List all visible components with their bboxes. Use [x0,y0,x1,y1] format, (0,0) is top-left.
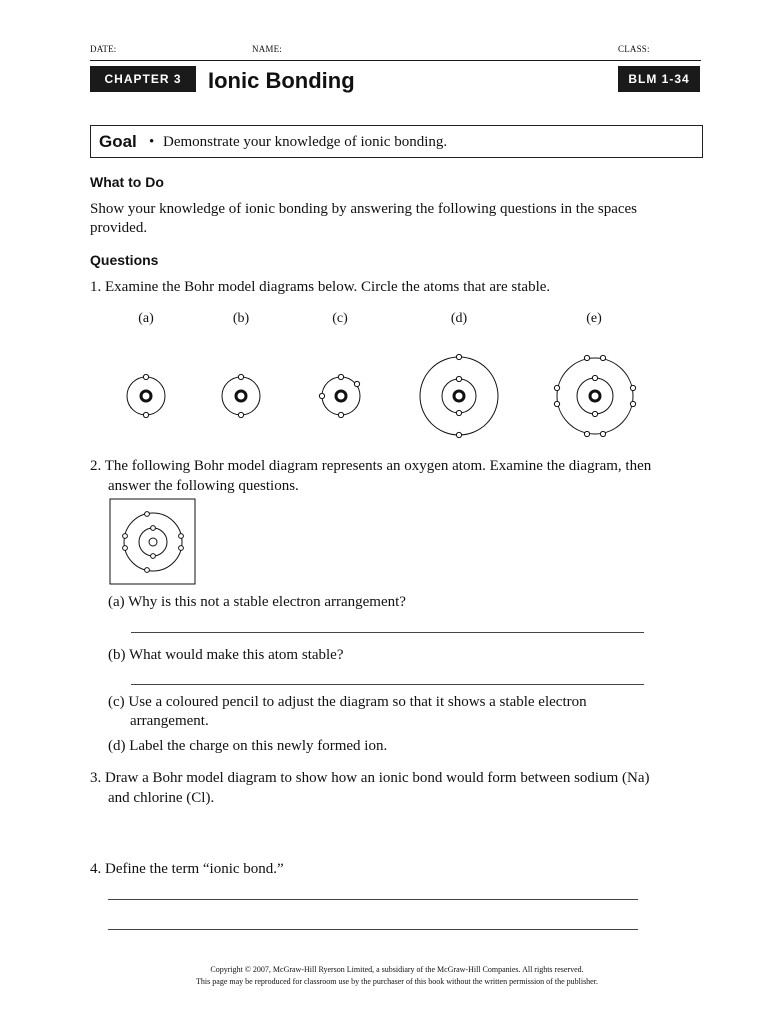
answer-line-2a[interactable] [131,632,644,633]
page-title: Ionic Bonding [208,68,355,93]
goal-bullet: • [149,134,155,150]
blm-badge: BLM 1-34 [618,66,700,92]
goal-text: Demonstrate your knowledge of ionic bonding. [163,134,448,150]
question-2d: (d) Label the charge on this newly formed ion. [108,738,388,754]
question-2a: (a) Why is this not a stable electron arrangement? [108,594,406,610]
questions-heading: Questions [90,252,159,268]
instructions-line-2: provided. [90,220,148,236]
chapter-badge: CHAPTER 3 [90,66,196,92]
name-label: NAME: [252,44,282,54]
copyright-line-1: Copyright © 2007, McGraw-Hill Ryerson Limited, a subsidiary of the McGraw-Hill Companies. All rights reserved. [210,965,584,974]
answer-line-4b[interactable] [108,929,638,930]
question-1-text: 1. Examine the Bohr model diagrams below. Circle the atoms that are stable. [90,279,551,295]
oxygen-bohr-diagram [110,499,195,584]
instructions-line-1: Show your knowledge of ionic bonding by answering the following questions in the spaces [90,201,638,217]
question-2-line-1: 2. The following Bohr model diagram represents an oxygen atom. Examine the diagram, then [90,458,652,474]
question-2c-line-2: arrangement. [130,713,209,729]
question-4-text: 4. Define the term “ionic bond.” [90,861,284,877]
bohr-atom-b [222,374,260,417]
atom-label-e: (e) [586,311,602,326]
question-2b: (b) What would make this atom stable? [108,647,344,663]
atom-label-d: (d) [450,311,468,326]
question-2c-line-1: (c) Use a coloured pencil to adjust the diagram so that it shows a stable electron [108,694,587,710]
question-2-line-2: answer the following questions. [108,478,299,494]
goal-label: Goal [99,132,137,151]
question-3-line-2: and chlorine (Cl). [108,790,215,806]
question-3-line-1: 3. Draw a Bohr model diagram to show how an ionic bond would form between sodium (Na) [90,770,650,786]
bohr-atom-e [554,355,635,436]
bohr-atom-c [319,374,360,417]
bohr-atom-d [420,354,498,437]
atom-label-a: (a) [138,311,154,326]
what-to-do-heading: What to Do [90,174,164,190]
date-label: DATE: [90,44,117,54]
atom-label-c: (c) [332,311,348,326]
answer-line-2b[interactable] [131,684,644,685]
copyright-line-2: This page may be reproduced for classroom use by the purchaser of this book without the written permission of the publisher. [196,977,598,986]
atom-label-b: (b) [232,311,250,326]
bohr-atom-a [127,374,165,417]
class-label: CLASS: [618,44,650,54]
answer-line-4a[interactable] [108,899,638,900]
